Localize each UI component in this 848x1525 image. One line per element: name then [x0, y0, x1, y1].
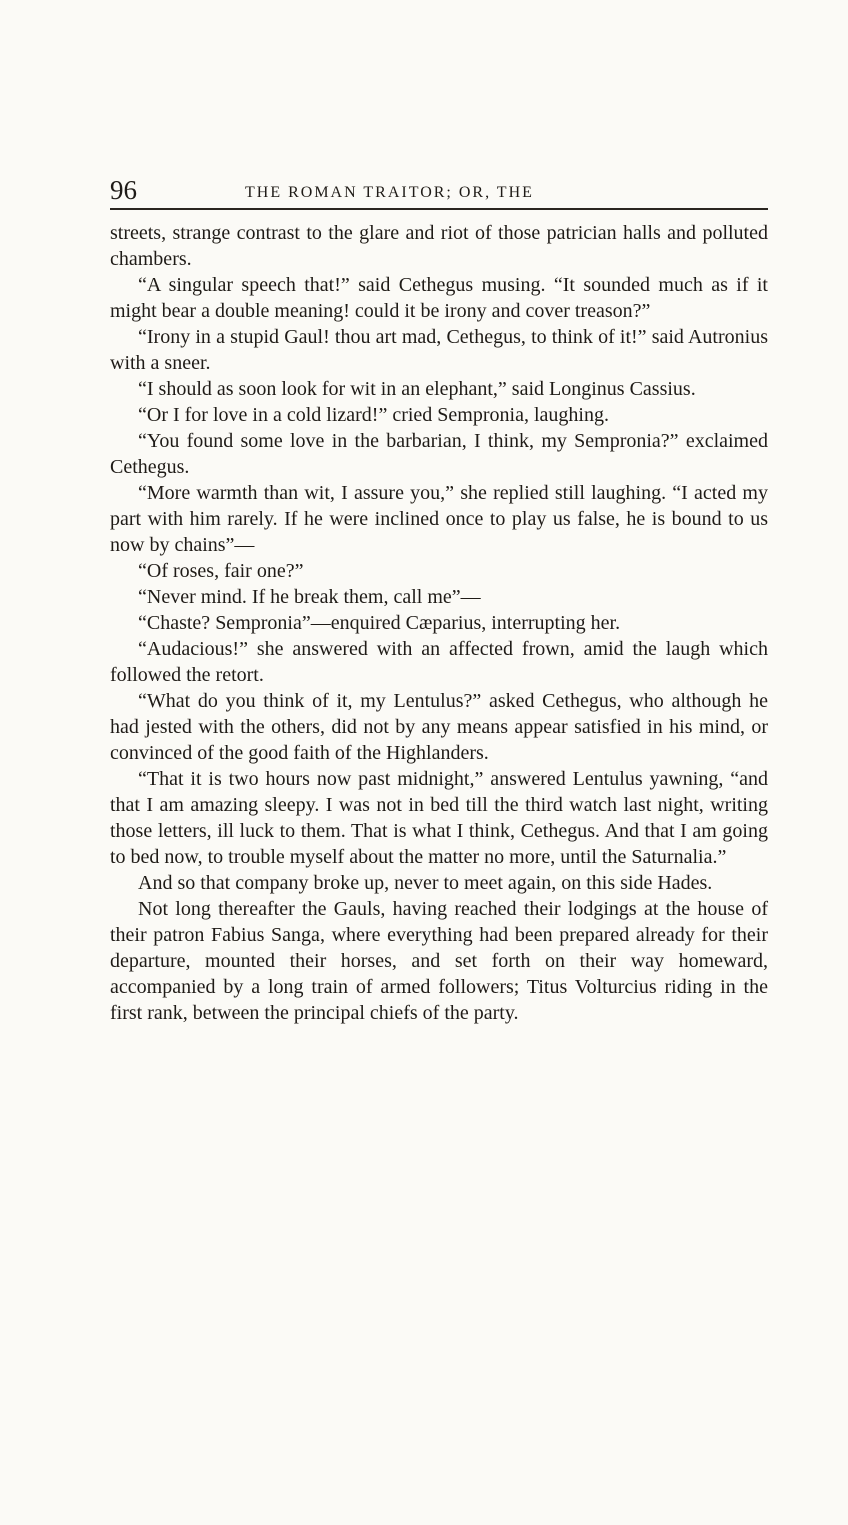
paragraph: “Audacious!” she answered with an affected frown, amid the laugh which followed the retort.	[110, 638, 768, 686]
running-header	[110, 168, 768, 210]
paragraph: streets, strange contrast to the glare and riot of those patrician halls and polluted chambers.	[110, 222, 768, 270]
book-page	[110, 168, 768, 1026]
paragraph: “Never mind. If he break them, call me”—	[138, 586, 481, 608]
paragraph: “That it is two hours now past midnight,” answered Lentulus yawning, “and that I am amazing sleepy. I was not in bed till the third watch last night, writing those letters, ill luck to them. That is what I think, Cethegus. And that I am going to bed now, to trouble myself about the matter no more, until the Saturnalia.”	[110, 768, 768, 868]
paragraph: “Of roses, fair one?”	[138, 560, 304, 582]
running-title: THE ROMAN TRAITOR; OR, THE	[245, 184, 534, 201]
paragraph: “Or I for love in a cold lizard!” cried Sempronia, laughing.	[138, 404, 609, 426]
paragraph: And so that company broke up, never to meet again, on this side Hades.	[138, 872, 713, 894]
paragraph: Not long thereafter the Gauls, having reached their lodgings at the house of their patron Fabius Sanga, where everything had been prepared already for their departure, mounted their horses, and set forth on their way homeward, accompanied by a long train of armed followers; Titus Volturcius riding in the first rank, between the principal chiefs of the party.	[110, 898, 768, 1024]
paragraph: “Irony in a stupid Gaul! thou art mad, Cethegus, to think of it!” said Autronius with a sneer.	[110, 326, 768, 374]
paragraph: “Chaste? Sempronia”—enquired Cæparius, interrupting her.	[138, 612, 621, 634]
paragraph: “A singular speech that!” said Cethegus musing. “It sounded much as if it might bear a double meaning! could it be irony and cover treason?”	[110, 274, 768, 322]
body-text	[110, 220, 768, 1026]
paragraph: “You found some love in the barbarian, I think, my Sempronia?” exclaimed Cethegus.	[110, 430, 768, 478]
page-number: 96	[110, 175, 137, 205]
paragraph: “More warmth than wit, I assure you,” she replied still laughing. “I acted my part with him rarely. If he were inclined once to play us false, he is bound to us now by chains”—	[110, 482, 768, 556]
paragraph: “What do you think of it, my Lentulus?” asked Cethegus, who although he had jested with the others, did not by any means appear satisfied in his mind, or convinced of the good faith of the Highlanders.	[110, 690, 768, 764]
paragraph: “I should as soon look for wit in an elephant,” said Longinus Cassius.	[138, 378, 696, 400]
